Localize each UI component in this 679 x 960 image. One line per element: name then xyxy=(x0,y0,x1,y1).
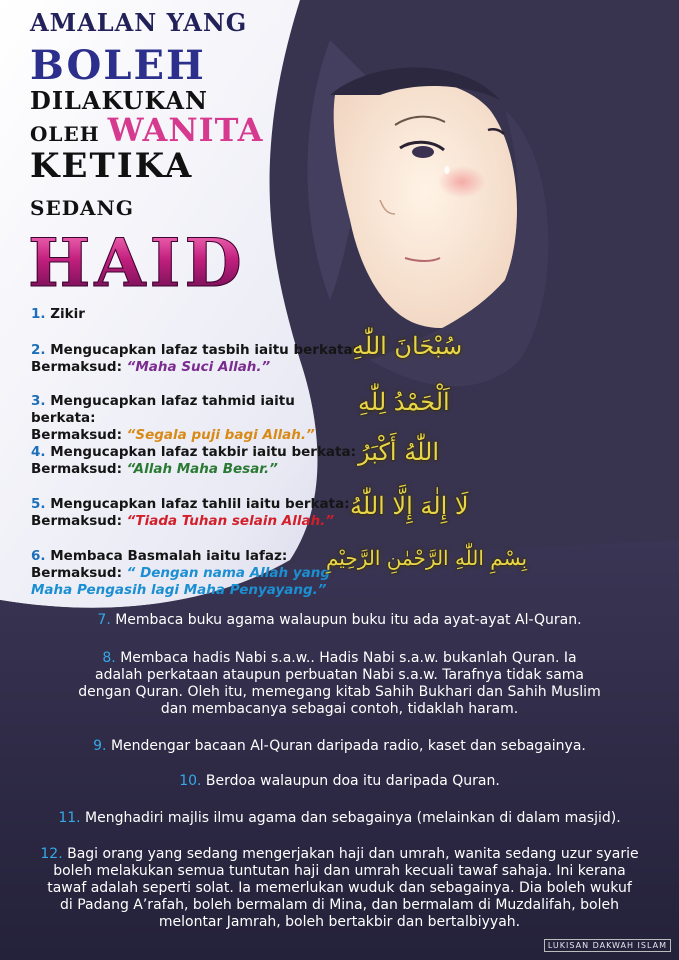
item-number: 7. xyxy=(97,612,111,628)
item-text: Mengucapkan lafaz takbir iaitu berkata: xyxy=(50,444,357,460)
bottom-item-line xyxy=(0,880,679,897)
bottom-item-line xyxy=(0,773,679,790)
meaning-label: Bermaksud: xyxy=(31,427,122,443)
meaning-text: “Allah Maha Besar.” xyxy=(126,461,278,477)
arabic-basmalah: بِسْمِ اللّٰهِ الرَّحْمٰنِ الرَّحِيْمِ xyxy=(326,546,528,570)
bottom-item-line xyxy=(0,914,679,931)
title-haid: HAID xyxy=(28,224,246,302)
title-oleh-wanita xyxy=(30,111,263,149)
item-text: Membaca hadis Nabi s.a.w.. Hadis Nabi s.a.w. bukanlah Quran. Ia xyxy=(120,650,577,666)
item-6 xyxy=(31,548,351,599)
item-5 xyxy=(31,496,361,530)
item-3 xyxy=(31,393,361,444)
item-text: Mengucapkan lafaz tahmid iaitu berkata: xyxy=(31,393,295,426)
item-text: Zikir xyxy=(50,306,85,322)
arabic-takbir: اللّٰهُ أَكْبَرُ xyxy=(358,438,439,466)
item-text: dengan Quran. Oleh itu, memegang kitab Sahih Bukhari dan Sahih Muslim xyxy=(78,684,601,700)
item-number: 3. xyxy=(31,393,46,409)
bottom-item-line xyxy=(0,846,679,863)
title-dilakukan: DILAKUKAN xyxy=(30,86,208,115)
item-text: Membaca Basmalah iaitu lafaz: xyxy=(50,548,288,564)
bottom-item-line xyxy=(0,684,679,701)
bottom-item-line xyxy=(0,701,679,718)
item-text: Mendengar bacaan Al-Quran daripada radio, kaset dan sebagainya. xyxy=(110,738,586,754)
title-oleh: OLEH xyxy=(30,122,100,146)
title-line-1: AMALAN YANG xyxy=(30,8,248,37)
meaning-text-line-1: “ Dengan nama Allah yang xyxy=(126,565,331,581)
arabic-tasbih: سُبْحَانَ اللّٰهِ xyxy=(352,332,463,360)
bottom-item-line xyxy=(0,810,679,827)
item-text: Berdoa walaupun doa itu daripada Quran. xyxy=(205,773,500,789)
meaning-label: Bermaksud: xyxy=(31,565,122,581)
item-number: 12. xyxy=(40,846,63,862)
item-text: Mengucapkan lafaz tasbih iaitu berkata: xyxy=(50,342,359,358)
item-text: dan membacanya sebagai contoh, tidaklah haram. xyxy=(160,701,519,717)
bottom-item-9 xyxy=(0,738,679,755)
bottom-item-line xyxy=(0,667,679,684)
item-number: 4. xyxy=(31,444,46,460)
item-1 xyxy=(31,306,361,323)
item-text: Membaca buku agama walaupun buku itu ada ayat-ayat Al-Quran. xyxy=(115,612,582,628)
meaning-text: “Maha Suci Allah.” xyxy=(126,359,271,375)
item-text: adalah perkataan ataupun perbuatan Nabi s.a.w. Tarafnya tidak sama xyxy=(95,667,584,683)
item-text: melontar Jamrah, boleh bertakbir dan bertalbiyyah. xyxy=(158,914,521,930)
bottom-item-7 xyxy=(0,612,679,629)
item-number: 1. xyxy=(31,306,46,322)
meaning-text: “Segala puji bagi Allah.” xyxy=(126,427,315,443)
item-4 xyxy=(31,444,361,478)
credit-label: LUKISAN DAKWAH ISLAM xyxy=(544,939,671,952)
arabic-tahmid: اَلْحَمْدُ لِلّٰهِ xyxy=(358,388,450,416)
meaning-text-line-2: Maha Pengasih lagi Maha Penyayang.” xyxy=(31,582,327,598)
meaning-text: “Tiada Tuhan selain Allah.” xyxy=(126,513,335,529)
bottom-item-10 xyxy=(0,773,679,790)
bottom-item-line xyxy=(0,612,679,629)
item-text: Mengucapkan lafaz tahlil iaitu berkata: xyxy=(50,496,350,512)
title-sedang: SEDANG xyxy=(30,196,134,220)
bottom-item-11 xyxy=(0,810,679,827)
title-boleh: BOLEH xyxy=(30,42,206,89)
title-ketika: KETIKA xyxy=(30,146,194,186)
meaning-label: Bermaksud: xyxy=(31,461,122,477)
item-number: 5. xyxy=(31,496,46,512)
bottom-item-12 xyxy=(0,846,679,931)
bottom-item-line xyxy=(0,863,679,880)
bottom-item-8 xyxy=(0,650,679,718)
item-number: 9. xyxy=(93,738,107,754)
item-text: Bagi orang yang sedang mengerjakan haji dan umrah, wanita sedang uzur syarie xyxy=(67,846,639,862)
bottom-item-line xyxy=(0,650,679,667)
item-2 xyxy=(31,342,361,376)
meaning-label: Bermaksud: xyxy=(31,359,122,375)
item-number: 2. xyxy=(31,342,46,358)
bottom-item-line xyxy=(0,897,679,914)
item-text: di Padang A’rafah, boleh bermalam di Mina, dan bermalam di Muzdalifah, boleh xyxy=(59,897,619,913)
item-text: boleh melakukan semua tuntutan haji dan umrah kecuali tawaf sahaja. Ini kerana xyxy=(53,863,626,879)
item-number: 6. xyxy=(31,548,46,564)
arabic-tahlil: لَا إِلٰهَ إِلَّا اللّٰهُ xyxy=(350,492,469,520)
title-wanita: WANITA xyxy=(107,111,264,149)
item-number: 8. xyxy=(102,650,116,666)
meaning-label: Bermaksud: xyxy=(31,513,122,529)
item-number: 10. xyxy=(179,773,202,789)
bottom-item-line xyxy=(0,738,679,755)
item-text: Menghadiri majlis ilmu agama dan sebagainya (melainkan di dalam masjid). xyxy=(85,810,621,826)
item-number: 11. xyxy=(58,810,81,826)
item-text: tawaf adalah seperti solat. Ia memerlukan wuduk dan sebagainya. Dia boleh wukuf xyxy=(47,880,632,896)
